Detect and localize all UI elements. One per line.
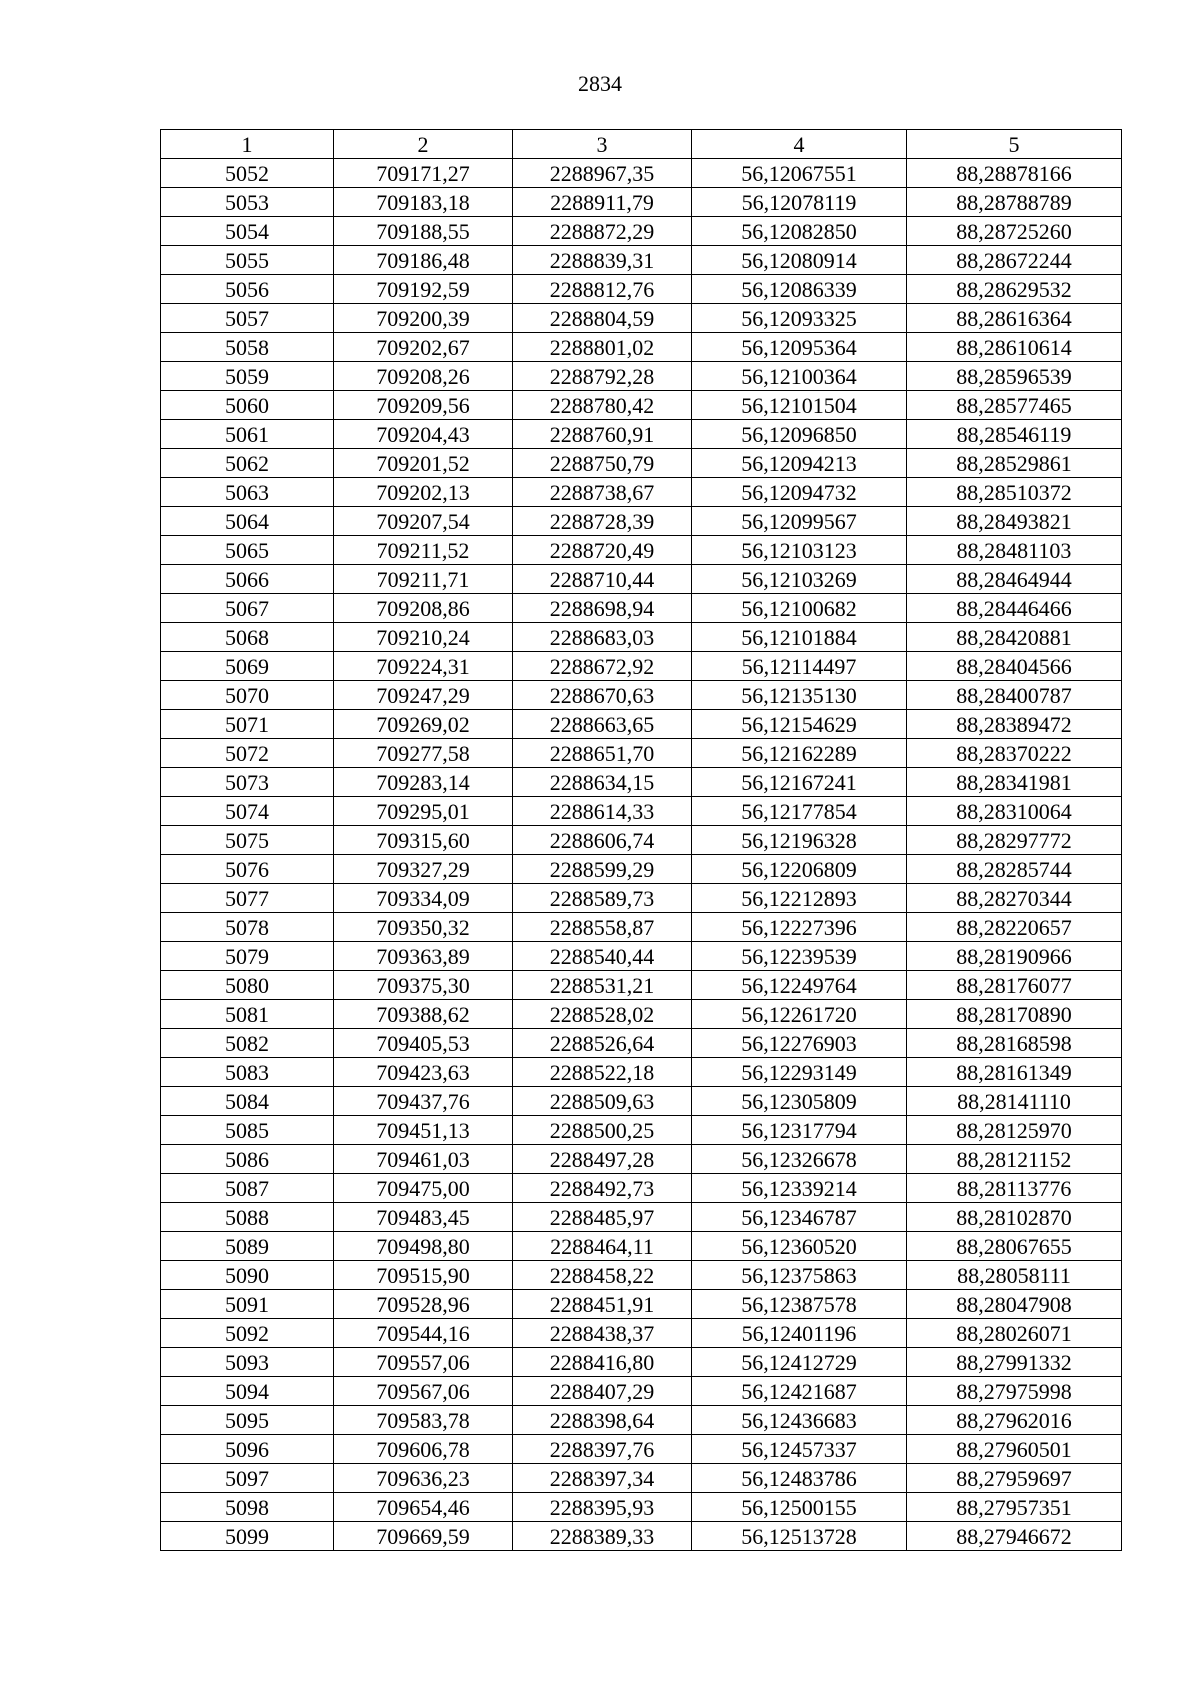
table-cell-col-3: 2288451,91 (513, 1290, 692, 1319)
table-cell-col-5: 88,28220657 (907, 913, 1122, 942)
table-cell-col-2: 709315,60 (334, 826, 513, 855)
table-cell-col-3: 2288416,80 (513, 1348, 692, 1377)
table-cell-col-5: 88,28047908 (907, 1290, 1122, 1319)
table-cell-col-3: 2288526,64 (513, 1029, 692, 1058)
table-cell-col-3: 2288485,97 (513, 1203, 692, 1232)
table-cell-col-2: 709188,55 (334, 217, 513, 246)
table-cell-col-3: 2288599,29 (513, 855, 692, 884)
table-cell-col-5: 88,28310064 (907, 797, 1122, 826)
table-cell-col-2: 709636,23 (334, 1464, 513, 1493)
table-cell-col-5: 88,28616364 (907, 304, 1122, 333)
table-cell-col-2: 709269,02 (334, 710, 513, 739)
table-cell-col-2: 709211,52 (334, 536, 513, 565)
table-cell-col-1: 5062 (161, 449, 334, 478)
table-cell-col-1: 5091 (161, 1290, 334, 1319)
table-cell-col-3: 2288614,33 (513, 797, 692, 826)
table-cell-col-5: 88,28878166 (907, 159, 1122, 188)
table-cell-col-5: 88,28067655 (907, 1232, 1122, 1261)
table-row (161, 362, 1122, 391)
table-cell-col-5: 88,28285744 (907, 855, 1122, 884)
table-body (161, 159, 1122, 1551)
table-cell-col-5: 88,28546119 (907, 420, 1122, 449)
table-cell-col-2: 709283,14 (334, 768, 513, 797)
table-row (161, 623, 1122, 652)
table-cell-col-2: 709208,86 (334, 594, 513, 623)
table-cell-col-3: 2288397,76 (513, 1435, 692, 1464)
table-cell-col-1: 5061 (161, 420, 334, 449)
table-cell-col-4: 56,12067551 (692, 159, 907, 188)
table-cell-col-4: 56,12100682 (692, 594, 907, 623)
table-row (161, 304, 1122, 333)
table-cell-col-3: 2288651,70 (513, 739, 692, 768)
table-cell-col-5: 88,28400787 (907, 681, 1122, 710)
table-cell-col-2: 709247,29 (334, 681, 513, 710)
table-cell-col-2: 709583,78 (334, 1406, 513, 1435)
table-cell-col-5: 88,28577465 (907, 391, 1122, 420)
table-cell-col-3: 2288683,03 (513, 623, 692, 652)
table-cell-col-1: 5077 (161, 884, 334, 913)
table-row (161, 246, 1122, 275)
table-cell-col-4: 56,12100364 (692, 362, 907, 391)
table-row (161, 797, 1122, 826)
table-cell-col-1: 5085 (161, 1116, 334, 1145)
table-cell-col-4: 56,12293149 (692, 1058, 907, 1087)
table-cell-col-4: 56,12483786 (692, 1464, 907, 1493)
table-cell-col-1: 5066 (161, 565, 334, 594)
table-row (161, 159, 1122, 188)
table-cell-col-3: 2288967,35 (513, 159, 692, 188)
table-row (161, 855, 1122, 884)
table-cell-col-3: 2288672,92 (513, 652, 692, 681)
table-cell-col-3: 2288492,73 (513, 1174, 692, 1203)
table-cell-col-2: 709224,31 (334, 652, 513, 681)
table-cell-col-3: 2288509,63 (513, 1087, 692, 1116)
table-cell-col-5: 88,28446466 (907, 594, 1122, 623)
table-cell-col-5: 88,28102870 (907, 1203, 1122, 1232)
table-cell-col-1: 5052 (161, 159, 334, 188)
table-cell-col-1: 5055 (161, 246, 334, 275)
table-row (161, 217, 1122, 246)
table-cell-col-5: 88,28610614 (907, 333, 1122, 362)
table-row (161, 1232, 1122, 1261)
table-cell-col-3: 2288438,37 (513, 1319, 692, 1348)
table-cell-col-3: 2288760,91 (513, 420, 692, 449)
table-cell-col-4: 56,12103269 (692, 565, 907, 594)
table-cell-col-4: 56,12500155 (692, 1493, 907, 1522)
table-cell-col-5: 88,27962016 (907, 1406, 1122, 1435)
table-row (161, 913, 1122, 942)
table-cell-col-1: 5084 (161, 1087, 334, 1116)
table-row (161, 536, 1122, 565)
table-cell-col-3: 2288670,63 (513, 681, 692, 710)
table-cell-col-4: 56,12162289 (692, 739, 907, 768)
table-cell-col-1: 5072 (161, 739, 334, 768)
table-cell-col-2: 709498,80 (334, 1232, 513, 1261)
table-cell-col-5: 88,28493821 (907, 507, 1122, 536)
table-cell-col-1: 5064 (161, 507, 334, 536)
table-cell-col-4: 56,12096850 (692, 420, 907, 449)
table-cell-col-4: 56,12082850 (692, 217, 907, 246)
table-cell-col-1: 5080 (161, 971, 334, 1000)
table-cell-col-1: 5076 (161, 855, 334, 884)
table-cell-col-5: 88,27975998 (907, 1377, 1122, 1406)
table-cell-col-5: 88,27957351 (907, 1493, 1122, 1522)
table-cell-col-2: 709423,63 (334, 1058, 513, 1087)
table-row (161, 652, 1122, 681)
table-cell-col-4: 56,12080914 (692, 246, 907, 275)
table-cell-col-4: 56,12227396 (692, 913, 907, 942)
table-cell-col-4: 56,12360520 (692, 1232, 907, 1261)
table-cell-col-5: 88,28170890 (907, 1000, 1122, 1029)
table-cell-col-4: 56,12436683 (692, 1406, 907, 1435)
table-cell-col-2: 709375,30 (334, 971, 513, 1000)
table-cell-col-4: 56,12249764 (692, 971, 907, 1000)
table-cell-col-3: 2288395,93 (513, 1493, 692, 1522)
table-cell-col-3: 2288540,44 (513, 942, 692, 971)
table-cell-col-5: 88,28788789 (907, 188, 1122, 217)
table-cell-col-1: 5092 (161, 1319, 334, 1348)
table-cell-col-1: 5053 (161, 188, 334, 217)
table-row (161, 1435, 1122, 1464)
table-cell-col-3: 2288710,44 (513, 565, 692, 594)
table-row (161, 333, 1122, 362)
table-cell-col-4: 56,12457337 (692, 1435, 907, 1464)
table-cell-col-4: 56,12094213 (692, 449, 907, 478)
table-cell-col-2: 709207,54 (334, 507, 513, 536)
table-cell-col-3: 2288531,21 (513, 971, 692, 1000)
table-row (161, 1522, 1122, 1551)
table-cell-col-1: 5093 (161, 1348, 334, 1377)
column-header-4: 4 (692, 130, 907, 159)
table-cell-col-3: 2288698,94 (513, 594, 692, 623)
table-cell-col-1: 5099 (161, 1522, 334, 1551)
table-cell-col-2: 709654,46 (334, 1493, 513, 1522)
table-cell-col-5: 88,28341981 (907, 768, 1122, 797)
table-cell-col-5: 88,28113776 (907, 1174, 1122, 1203)
table-cell-col-1: 5054 (161, 217, 334, 246)
table-cell-col-3: 2288663,65 (513, 710, 692, 739)
column-header-3: 3 (513, 130, 692, 159)
table-cell-col-4: 56,12099567 (692, 507, 907, 536)
table-cell-col-3: 2288812,76 (513, 275, 692, 304)
table-cell-col-5: 88,28596539 (907, 362, 1122, 391)
table-cell-col-5: 88,28168598 (907, 1029, 1122, 1058)
table-cell-col-1: 5059 (161, 362, 334, 391)
table-cell-col-5: 88,28629532 (907, 275, 1122, 304)
header-row (161, 130, 1122, 159)
table-cell-col-3: 2288589,73 (513, 884, 692, 913)
table-row (161, 478, 1122, 507)
table-cell-col-1: 5079 (161, 942, 334, 971)
table-cell-col-2: 709334,09 (334, 884, 513, 913)
table-cell-col-3: 2288728,39 (513, 507, 692, 536)
table-cell-col-4: 56,12346787 (692, 1203, 907, 1232)
table-cell-col-4: 56,12095364 (692, 333, 907, 362)
table-cell-col-1: 5075 (161, 826, 334, 855)
table-cell-col-2: 709567,06 (334, 1377, 513, 1406)
table-row (161, 507, 1122, 536)
table-cell-col-1: 5058 (161, 333, 334, 362)
table-row (161, 1464, 1122, 1493)
table-cell-col-1: 5094 (161, 1377, 334, 1406)
table-cell-col-5: 88,27959697 (907, 1464, 1122, 1493)
table-cell-col-3: 2288804,59 (513, 304, 692, 333)
table-cell-col-3: 2288872,29 (513, 217, 692, 246)
table-cell-col-5: 88,28190966 (907, 942, 1122, 971)
table-row (161, 275, 1122, 304)
table-cell-col-2: 709192,59 (334, 275, 513, 304)
table-row (161, 1000, 1122, 1029)
table-row (161, 739, 1122, 768)
table-cell-col-5: 88,28464944 (907, 565, 1122, 594)
table-cell-col-1: 5070 (161, 681, 334, 710)
table-cell-col-1: 5078 (161, 913, 334, 942)
table-cell-col-1: 5098 (161, 1493, 334, 1522)
table-cell-col-4: 56,12305809 (692, 1087, 907, 1116)
table-cell-col-4: 56,12261720 (692, 1000, 907, 1029)
table-cell-col-4: 56,12196328 (692, 826, 907, 855)
table-cell-col-5: 88,28672244 (907, 246, 1122, 275)
table-cell-col-1: 5096 (161, 1435, 334, 1464)
table-row (161, 1290, 1122, 1319)
table-row (161, 565, 1122, 594)
table-cell-col-4: 56,12317794 (692, 1116, 907, 1145)
table-cell-col-5: 88,28370222 (907, 739, 1122, 768)
table-row (161, 1377, 1122, 1406)
table-cell-col-5: 88,28058111 (907, 1261, 1122, 1290)
table-cell-col-3: 2288497,28 (513, 1145, 692, 1174)
column-header-2: 2 (334, 130, 513, 159)
table-row (161, 449, 1122, 478)
table-cell-col-3: 2288558,87 (513, 913, 692, 942)
table-cell-col-5: 88,28121152 (907, 1145, 1122, 1174)
table-row (161, 710, 1122, 739)
column-header-5: 5 (907, 130, 1122, 159)
table-cell-col-4: 56,12401196 (692, 1319, 907, 1348)
table-cell-col-4: 56,12101884 (692, 623, 907, 652)
table-cell-col-4: 56,12086339 (692, 275, 907, 304)
table-cell-col-3: 2288720,49 (513, 536, 692, 565)
table-cell-col-4: 56,12078119 (692, 188, 907, 217)
table-cell-col-2: 709483,45 (334, 1203, 513, 1232)
table-row (161, 420, 1122, 449)
table-row (161, 681, 1122, 710)
table-cell-col-5: 88,28510372 (907, 478, 1122, 507)
table-cell-col-1: 5097 (161, 1464, 334, 1493)
table-cell-col-4: 56,12239539 (692, 942, 907, 971)
table-row (161, 826, 1122, 855)
table-cell-col-3: 2288500,25 (513, 1116, 692, 1145)
table-cell-col-2: 709669,59 (334, 1522, 513, 1551)
table-cell-col-5: 88,28176077 (907, 971, 1122, 1000)
table-cell-col-2: 709171,27 (334, 159, 513, 188)
table-cell-col-2: 709437,76 (334, 1087, 513, 1116)
table-row (161, 594, 1122, 623)
table-cell-col-1: 5071 (161, 710, 334, 739)
table-cell-col-3: 2288792,28 (513, 362, 692, 391)
table-cell-col-1: 5083 (161, 1058, 334, 1087)
table-cell-col-3: 2288528,02 (513, 1000, 692, 1029)
table-cell-col-2: 709208,26 (334, 362, 513, 391)
table-cell-col-1: 5095 (161, 1406, 334, 1435)
table-cell-col-1: 5065 (161, 536, 334, 565)
table-cell-col-4: 56,12135130 (692, 681, 907, 710)
table-cell-col-4: 56,12339214 (692, 1174, 907, 1203)
table-cell-col-1: 5069 (161, 652, 334, 681)
table-cell-col-5: 88,28141110 (907, 1087, 1122, 1116)
table-cell-col-4: 56,12326678 (692, 1145, 907, 1174)
table-cell-col-5: 88,28481103 (907, 536, 1122, 565)
table-cell-col-5: 88,28161349 (907, 1058, 1122, 1087)
table-cell-col-2: 709295,01 (334, 797, 513, 826)
table-cell-col-4: 56,12167241 (692, 768, 907, 797)
table-cell-col-4: 56,12513728 (692, 1522, 907, 1551)
table-cell-col-3: 2288801,02 (513, 333, 692, 362)
table-cell-col-1: 5056 (161, 275, 334, 304)
table-row (161, 1406, 1122, 1435)
table-cell-col-1: 5073 (161, 768, 334, 797)
table-row (161, 1058, 1122, 1087)
table-cell-col-5: 88,28125970 (907, 1116, 1122, 1145)
table-cell-col-3: 2288911,79 (513, 188, 692, 217)
table-cell-col-2: 709209,56 (334, 391, 513, 420)
table-row (161, 971, 1122, 1000)
table-cell-col-1: 5082 (161, 1029, 334, 1058)
table-cell-col-5: 88,27991332 (907, 1348, 1122, 1377)
table-cell-col-5: 88,28725260 (907, 217, 1122, 246)
table-row (161, 391, 1122, 420)
table-cell-col-2: 709201,52 (334, 449, 513, 478)
table-cell-col-3: 2288398,64 (513, 1406, 692, 1435)
table-cell-col-4: 56,12103123 (692, 536, 907, 565)
table-cell-col-1: 5088 (161, 1203, 334, 1232)
page-number: 2834 (578, 71, 622, 96)
coordinates-table (160, 129, 1122, 1551)
table-row (161, 1261, 1122, 1290)
table-cell-col-1: 5087 (161, 1174, 334, 1203)
table-cell-col-4: 56,12206809 (692, 855, 907, 884)
table-cell-col-2: 709350,32 (334, 913, 513, 942)
table-cell-col-2: 709475,00 (334, 1174, 513, 1203)
table-header (161, 130, 1122, 159)
table-cell-col-5: 88,28420881 (907, 623, 1122, 652)
table-cell-col-1: 5067 (161, 594, 334, 623)
table-cell-col-3: 2288634,15 (513, 768, 692, 797)
table-cell-col-2: 709405,53 (334, 1029, 513, 1058)
table-cell-col-2: 709544,16 (334, 1319, 513, 1348)
table-cell-col-2: 709528,96 (334, 1290, 513, 1319)
table-cell-col-2: 709515,90 (334, 1261, 513, 1290)
table-row (161, 884, 1122, 913)
table-row (161, 1348, 1122, 1377)
table-cell-col-3: 2288750,79 (513, 449, 692, 478)
table-cell-col-2: 709204,43 (334, 420, 513, 449)
table-cell-col-3: 2288464,11 (513, 1232, 692, 1261)
table-row (161, 1029, 1122, 1058)
table-cell-col-4: 56,12177854 (692, 797, 907, 826)
table-cell-col-2: 709183,18 (334, 188, 513, 217)
table-cell-col-2: 709388,62 (334, 1000, 513, 1029)
table-cell-col-1: 5081 (161, 1000, 334, 1029)
table-cell-col-2: 709451,13 (334, 1116, 513, 1145)
table-cell-col-1: 5074 (161, 797, 334, 826)
table-cell-col-4: 56,12212893 (692, 884, 907, 913)
table-cell-col-4: 56,12387578 (692, 1290, 907, 1319)
table-cell-col-5: 88,27946672 (907, 1522, 1122, 1551)
table-row (161, 188, 1122, 217)
table-cell-col-2: 709461,03 (334, 1145, 513, 1174)
table-cell-col-4: 56,12412729 (692, 1348, 907, 1377)
table-cell-col-2: 709606,78 (334, 1435, 513, 1464)
table-cell-col-3: 2288839,31 (513, 246, 692, 275)
table-cell-col-5: 88,28404566 (907, 652, 1122, 681)
table-row (161, 1145, 1122, 1174)
table-cell-col-5: 88,28297772 (907, 826, 1122, 855)
table-row (161, 1087, 1122, 1116)
table-cell-col-5: 88,28026071 (907, 1319, 1122, 1348)
table-row (161, 1203, 1122, 1232)
table-cell-col-3: 2288397,34 (513, 1464, 692, 1493)
table-cell-col-2: 709557,06 (334, 1348, 513, 1377)
table-cell-col-5: 88,27960501 (907, 1435, 1122, 1464)
table-cell-col-4: 56,12093325 (692, 304, 907, 333)
table-cell-col-4: 56,12114497 (692, 652, 907, 681)
table-cell-col-2: 709211,71 (334, 565, 513, 594)
table-cell-col-2: 709210,24 (334, 623, 513, 652)
table-cell-col-4: 56,12276903 (692, 1029, 907, 1058)
table-cell-col-3: 2288407,29 (513, 1377, 692, 1406)
table-row (161, 942, 1122, 971)
table-cell-col-3: 2288522,18 (513, 1058, 692, 1087)
table-cell-col-4: 56,12101504 (692, 391, 907, 420)
table-cell-col-2: 709186,48 (334, 246, 513, 275)
table-row (161, 1493, 1122, 1522)
table-cell-col-1: 5068 (161, 623, 334, 652)
table-cell-col-4: 56,12154629 (692, 710, 907, 739)
table-cell-col-1: 5086 (161, 1145, 334, 1174)
table-cell-col-5: 88,28529861 (907, 449, 1122, 478)
table-cell-col-5: 88,28389472 (907, 710, 1122, 739)
table-cell-col-3: 2288606,74 (513, 826, 692, 855)
table-row (161, 1319, 1122, 1348)
table-cell-col-1: 5063 (161, 478, 334, 507)
table-cell-col-2: 709202,67 (334, 333, 513, 362)
table-cell-col-4: 56,12094732 (692, 478, 907, 507)
table-cell-col-3: 2288389,33 (513, 1522, 692, 1551)
table-cell-col-2: 709363,89 (334, 942, 513, 971)
table-row (161, 768, 1122, 797)
table-row (161, 1116, 1122, 1145)
table-cell-col-3: 2288780,42 (513, 391, 692, 420)
column-header-1: 1 (161, 130, 334, 159)
table-cell-col-1: 5089 (161, 1232, 334, 1261)
table-cell-col-2: 709202,13 (334, 478, 513, 507)
table-cell-col-1: 5057 (161, 304, 334, 333)
table-cell-col-2: 709277,58 (334, 739, 513, 768)
table-cell-col-2: 709200,39 (334, 304, 513, 333)
table-row (161, 1174, 1122, 1203)
table-cell-col-4: 56,12421687 (692, 1377, 907, 1406)
table-cell-col-4: 56,12375863 (692, 1261, 907, 1290)
table-cell-col-5: 88,28270344 (907, 884, 1122, 913)
table-cell-col-1: 5060 (161, 391, 334, 420)
table-cell-col-3: 2288458,22 (513, 1261, 692, 1290)
table-cell-col-2: 709327,29 (334, 855, 513, 884)
table-cell-col-1: 5090 (161, 1261, 334, 1290)
table-cell-col-3: 2288738,67 (513, 478, 692, 507)
